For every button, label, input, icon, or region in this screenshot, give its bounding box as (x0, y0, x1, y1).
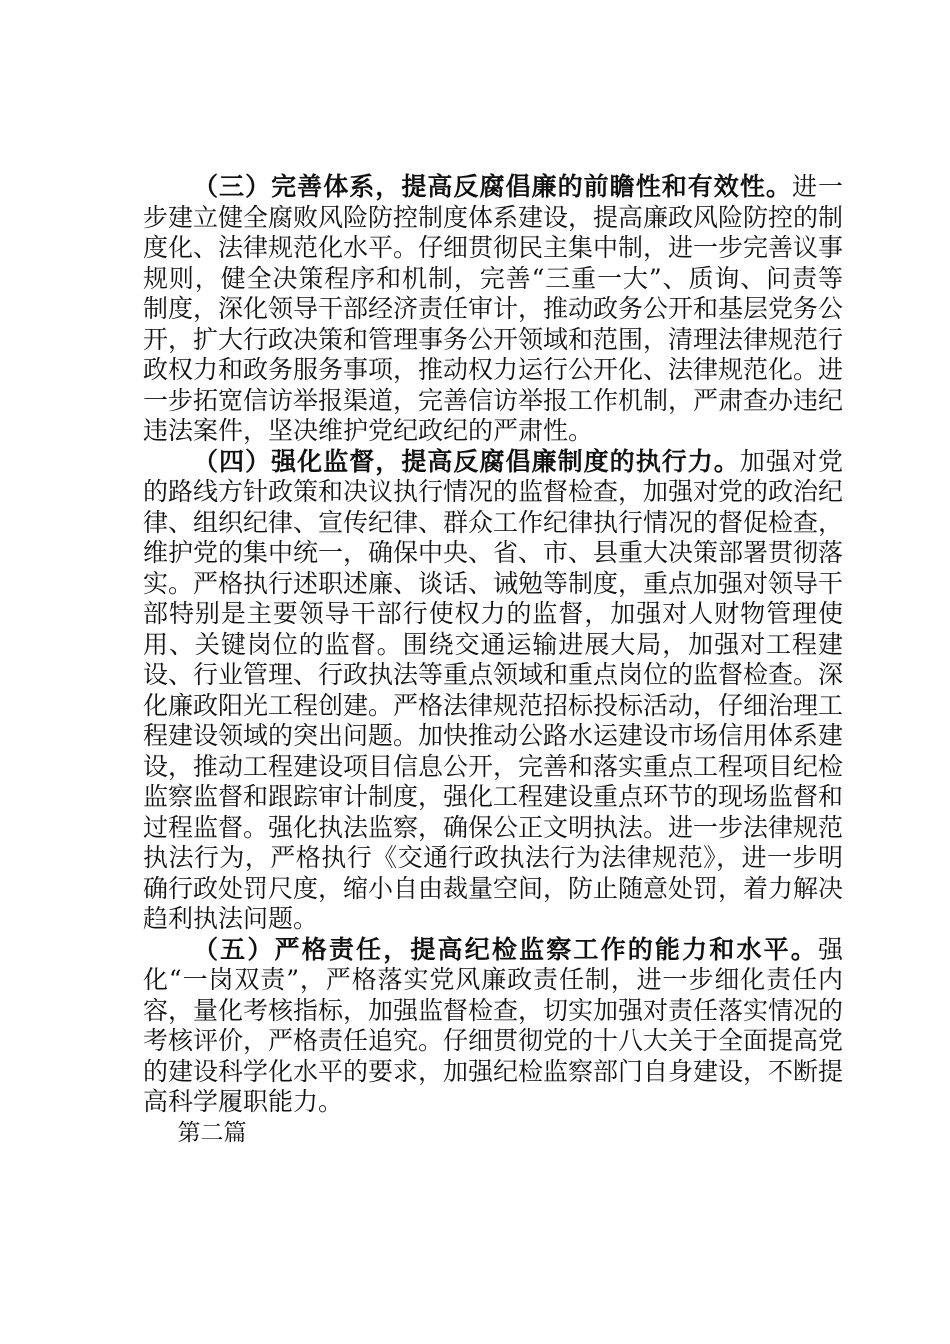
paragraph-body: 进一步建立健全腐败风险防控制度体系建设，提高廉政风险防控的制度化、法律规范化水平。仔细贯彻民主集中制，进一步完善议事规则，健全决策程序和机制，完善“三重一大”、质询、问责等制度，深化领导干部经济责任审计，推动政务公开和基层党务公开，扩大行政决策和管理事务公开领域和范围，清理法律规范行政权力和政务服务事项，推动权力运行公开化、法律规范化。进一步拓宽信访举报渠道，完善信访举报工作机制，严肃查办违纪违法案件，坚决维护党纪政纪的严肃性。 (143, 172, 844, 445)
paragraph-3 (143, 172, 843, 447)
paragraph-4 (143, 447, 843, 935)
paragraph-body: 加强对党的路线方针政策和决议执行情况的监督检查，加强对党的政治纪律、组织纪律、宣传纪律、群众工作纪律执行情况的督促检查，维护党的集中统一，确保中央、省、市、县重大决策部署贯彻落实。严格执行述职述廉、谈话、诫勉等制度，重点加强对领导干部特别是主要领导干部行使权力的监督，加强对人财物管理使用、关键岗位的监督。围绕交通运输进展大局，加强对工程建设、行业管理、行政执法等重点领域和重点岗位的监督检查。深化廉政阳光工程创建。严格法律规范招标投标活动，仔细治理工程建设领域的突出问题。加快推动公路水运建设市场信用体系建设，推动工程建设项目信息公开，完善和落实重点工程项目纪检监察监督和跟踪审计制度，强化工程建设重点环节的现场监督和过程监督。强化执法监察，确保公正文明执法。进一步法律规范执法行为，严格执行《交通行政执法行为法律规范》，进一步明确行政处罚尺度，缩小自由裁量空间，防止随意处罚，着力解决趋利执法问题。 (143, 446, 844, 933)
paragraph-heading: （五）严格责任，提高纪检监察工作的能力和水平。 (193, 934, 818, 964)
paragraph-body: 强化“一岗双责”，严格落实党风廉政责任制，进一步细化责任内容，量化考核指标，加强监督检查，切实加强对责任落实情况的考核评价，严格责任追究。仔细贯彻党的十八大关于全面提高党的建设科学化水平的要求，加强纪检监察部门自身建设，不断提高科学履职能力。 (143, 934, 844, 1116)
paragraph-5 (143, 935, 843, 1118)
section-label: 第二篇 (177, 1119, 247, 1146)
document-page (143, 172, 843, 1148)
paragraph-heading: （四）强化监督，提高反腐倡廉制度的执行力。 (193, 446, 740, 476)
paragraph-heading: （三）完善体系，提高反腐倡廉的前瞻性和有效性。 (193, 172, 792, 201)
